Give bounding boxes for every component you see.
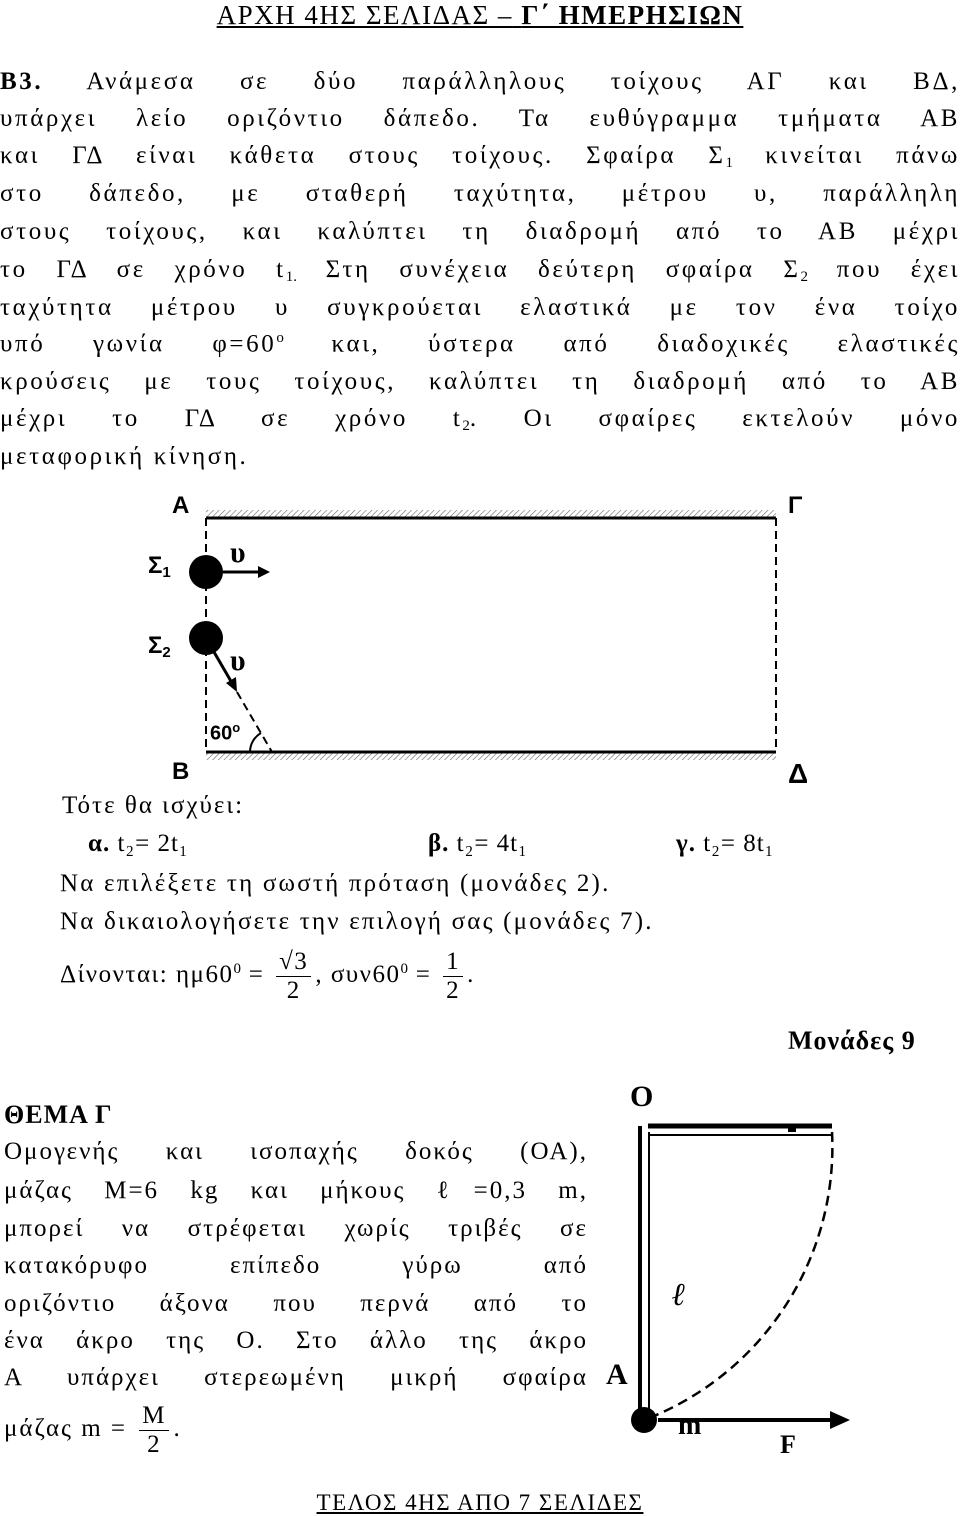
b3-line-3-sub: 1 — [725, 155, 734, 171]
b3-line-9: κρούσεις με τους τοίχους, καλύπτει τη διαδρομή από το ΑΒ — [0, 368, 960, 395]
angle-value: 60 — [210, 722, 233, 745]
mass-denominator: 2 — [147, 1431, 162, 1458]
b3-line-4: στο δάπεδο, με σταθερή ταχύτητα, μέτρου υ, παράλληλη — [0, 180, 960, 207]
b3-line-10-sub: 2 — [462, 418, 470, 434]
label-o: O — [630, 1080, 654, 1113]
b3-line-2: υπάρχει λείο οριζόντιο δάπεδο. Τα ευθύγραμμα τμήματα ΑΒ — [0, 105, 960, 132]
label-s2-text: Σ — [148, 632, 163, 659]
b3-line-6b: Στη συνέχεια δεύτερη σφαίρα Σ — [296, 256, 801, 283]
theme-g-line-1: Ομογενής και ισοπαχής δοκός (ΟΑ), — [4, 1138, 588, 1165]
label-m: m — [678, 1410, 702, 1441]
cos-denominator: 2 — [446, 977, 461, 1004]
theme-g-line-2: μάζας Μ=6 kg και μήκους ℓ=0,3 m, — [4, 1177, 588, 1204]
header-title-bold: Γ΄ ΗΜΕΡΗΣΙΩΝ — [521, 0, 744, 30]
given-prefix: Δίνονται: ημ60 — [60, 961, 234, 989]
given-sup-1: 0 — [233, 960, 241, 977]
sphere-2-path — [237, 692, 272, 752]
force-arrowhead — [830, 1411, 850, 1429]
given-mid: , συν60 — [315, 961, 401, 989]
marks: Μονάδες 9 — [788, 1026, 916, 1055]
label-a-rod: A — [606, 1358, 628, 1391]
rod-diagram-svg — [600, 1080, 960, 1480]
equals-1: = — [248, 961, 265, 989]
option-b-label: β. — [428, 830, 450, 857]
b3-line-10b: . Οι σφαίρες εκτελούν μόνο — [469, 405, 960, 432]
theme-g-line-8 — [4, 1402, 182, 1459]
theme-g-line-8b: . — [173, 1415, 182, 1443]
b3-line-6 — [0, 256, 960, 286]
b3-line-8a: υπό γωνία φ=60 — [0, 330, 277, 358]
velocity-arrowhead-1 — [258, 566, 270, 578]
given-period: . — [467, 961, 475, 989]
option-b-text: t₂= 4t₁ — [456, 830, 528, 857]
b3-line-3a: και ΓΔ είναι κάθετα στους τοίχους. Σφαίρα Σ — [0, 142, 726, 169]
equals-2: = — [415, 961, 432, 989]
given-sup-2: 0 — [400, 960, 408, 977]
rod-mark — [788, 1124, 796, 1132]
justify-instruction: Να δικαιολογήσετε την επιλογή σας (μονάδες 7). — [60, 908, 654, 935]
b3-line-3 — [0, 142, 960, 172]
option-a — [88, 830, 189, 858]
mass-numerator: M — [139, 1402, 169, 1431]
option-b — [428, 830, 528, 858]
b3-line-8 — [0, 330, 960, 358]
page-header — [0, 0, 960, 31]
sphere-2 — [189, 621, 223, 655]
b3-line-1-text: Ανάμεσα σε δύο παράλληλους τοίχους ΑΓ και ΒΔ, — [86, 68, 960, 95]
theme-g-line-7: Α υπάρχει στερεωμένη μικρή σφαίρα — [4, 1364, 588, 1391]
b3-line-1 — [0, 68, 960, 96]
option-a-label: α. — [88, 830, 111, 857]
b3-line-3b: κινείται πάνω — [733, 142, 960, 169]
option-c-label: γ. — [676, 830, 696, 857]
b3-label: Β3. — [0, 68, 44, 95]
sin-fraction — [276, 948, 311, 1005]
label-l: ℓ — [672, 1276, 686, 1312]
mass-fraction — [139, 1402, 169, 1459]
theme-g-line-5: οριζόντιο άξονα που περνά από το — [4, 1290, 588, 1317]
label-s1 — [148, 552, 171, 581]
label-v1: υ — [230, 536, 246, 569]
label-s2 — [148, 632, 171, 661]
b3-line-7: ταχύτητα μέτρου υ συγκρούεται ελαστικά με τον ένα τοίχο — [0, 294, 960, 321]
angle-label — [210, 720, 240, 746]
b3-line-8-sup: ο — [276, 330, 284, 346]
label-s1-text: Σ — [148, 552, 163, 579]
label-s2-sub: 2 — [162, 644, 171, 661]
theme-g-line-6: ένα άκρο της Ο. Στο άλλο της άκρο — [4, 1327, 588, 1354]
sphere-1 — [189, 555, 223, 589]
option-c — [676, 830, 774, 858]
rotation-arc — [654, 1132, 832, 1416]
b3-line-6-sub2: 2 — [800, 269, 809, 285]
b3-line-5: στους τοίχους, και καλύπτει τη διαδρομή από το ΑΒ μέχρι — [0, 218, 960, 245]
theme-g-line-4: κατακόρυφο επίπεδο γύρω από — [4, 1252, 588, 1279]
label-f: F — [780, 1430, 796, 1459]
theme-g-line-3: μπορεί να στρέφεται χωρίς τριβές σε — [4, 1215, 588, 1242]
sphere-a — [631, 1407, 657, 1433]
choose-instruction: Να επιλέξετε τη σωστή πρόταση (μονάδες 2). — [60, 870, 611, 897]
angle-degree: ο — [232, 720, 241, 735]
cos-fraction — [443, 948, 463, 1005]
angle-arc — [250, 733, 261, 752]
given-values — [60, 948, 475, 1005]
label-b: Β — [172, 758, 190, 785]
b3-line-6a: το ΓΔ σε χρόνο t — [0, 256, 286, 283]
label-d: Δ — [788, 758, 809, 789]
b3-line-10a: μέχρι το ΓΔ σε χρόνο t — [0, 405, 463, 432]
page-footer: ΤΕΛΟΣ 4ΗΣ ΑΠΟ 7 ΣΕΛΙΔΕΣ — [316, 1490, 644, 1515]
rod-diagram — [600, 1080, 960, 1480]
b3-line-6-sub1: 1. — [285, 269, 297, 285]
header-title-plain: ΑΡΧΗ 4ΗΣ ΣΕΛΙΔΑΣ – — [216, 0, 513, 30]
label-v2: υ — [230, 644, 246, 677]
sin-numerator: √3 — [276, 948, 311, 977]
question-intro: Τότε θα ισχύει: — [62, 792, 245, 819]
theme-g-line-8a: μάζας m = — [4, 1415, 127, 1443]
walls-diagram-svg — [0, 480, 960, 800]
b3-line-6c: που έχει — [808, 256, 960, 283]
b3-line-8b: και, ύστερα από διαδοχικές ελαστικές — [283, 330, 960, 358]
cos-numerator: 1 — [443, 948, 463, 977]
b3-line-11: μεταφορική κίνηση. — [0, 443, 249, 470]
theme-g-title: ΘΕΜΑ Γ — [4, 1100, 113, 1129]
option-a-text: t₂= 2t₁ — [117, 830, 189, 857]
walls-diagram — [0, 480, 960, 800]
label-g: Γ — [788, 492, 803, 519]
sin-denominator: 2 — [286, 977, 301, 1004]
label-s1-sub: 1 — [162, 564, 171, 581]
b3-line-10 — [0, 405, 960, 435]
label-a: Α — [172, 492, 190, 519]
option-c-text: t₂= 8t₁ — [703, 830, 775, 857]
